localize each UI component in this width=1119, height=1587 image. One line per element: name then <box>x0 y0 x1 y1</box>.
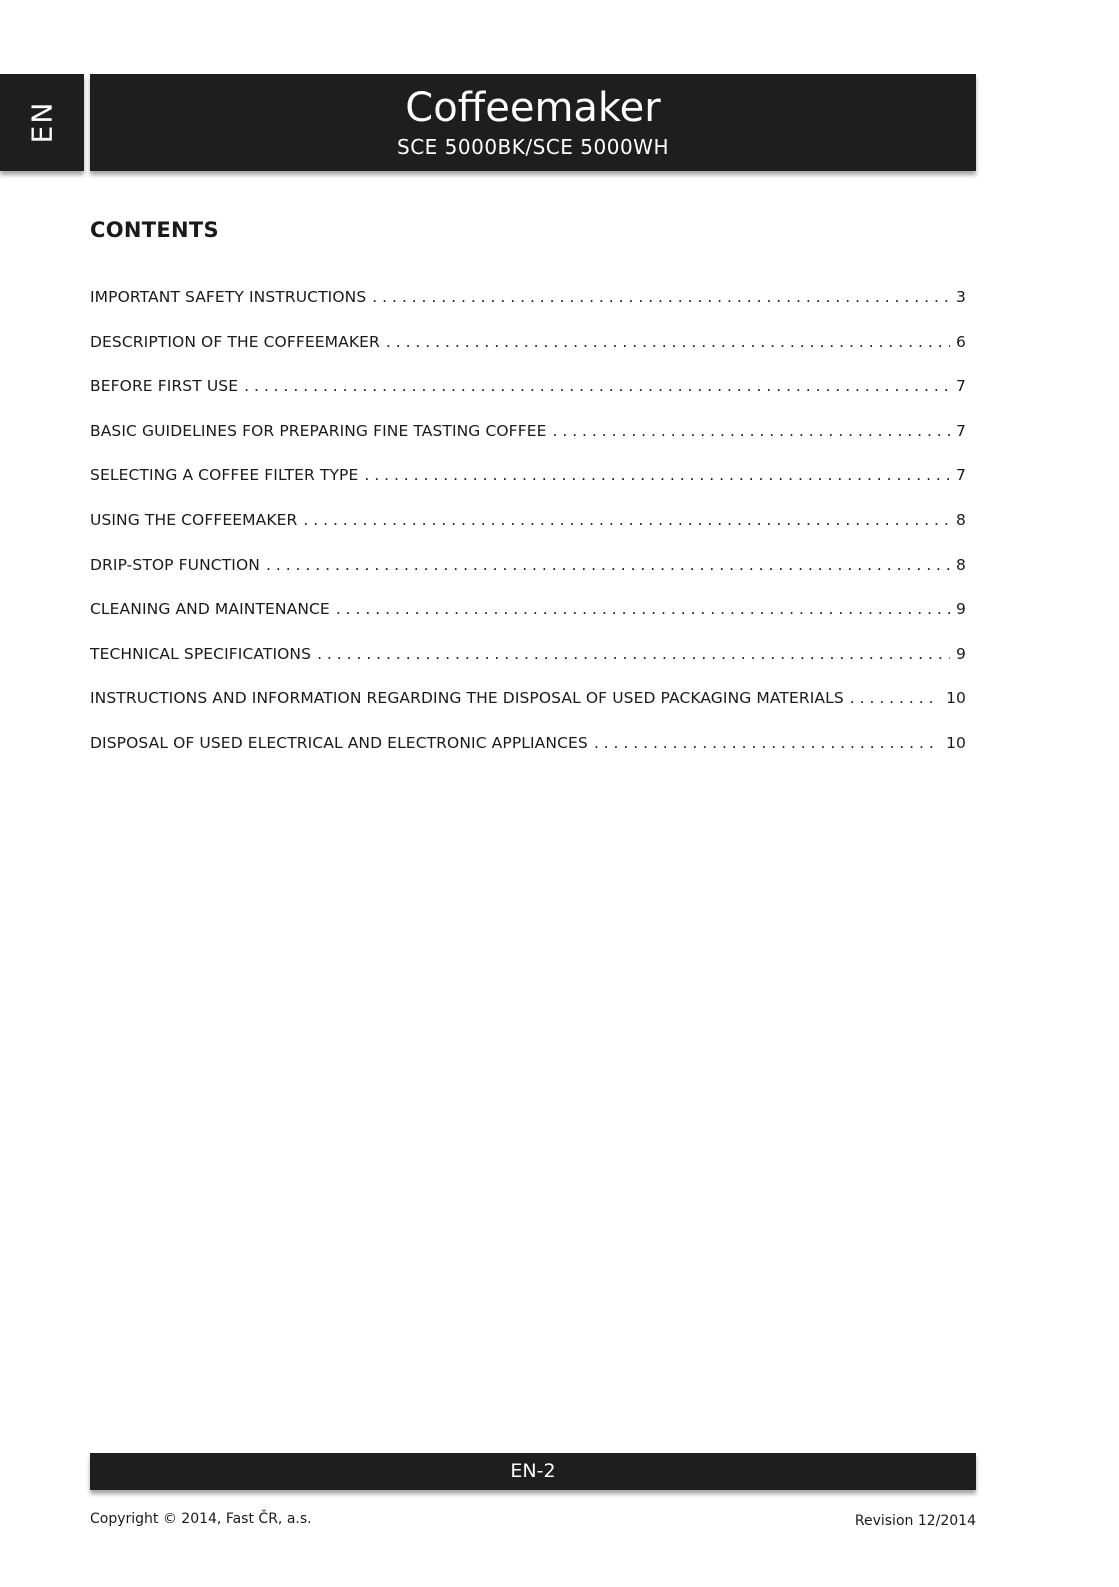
toc-dot-leader <box>364 466 950 484</box>
header-bar <box>90 74 976 171</box>
toc-entry-page: 9 <box>956 600 966 619</box>
toc-entry <box>90 333 966 378</box>
toc-entry <box>90 466 966 511</box>
toc-entry-page: 9 <box>956 644 966 663</box>
toc-entry-label: INSTRUCTIONS AND INFORMATION REGARDING THE DISPOSAL OF USED PACKAGING MATERIALS <box>90 689 844 708</box>
toc-dot-leader <box>386 333 950 351</box>
toc-dot-leader <box>553 422 951 440</box>
toc-entry-label: TECHNICAL SPECIFICATIONS <box>90 644 312 663</box>
toc-dot-leader <box>850 689 940 707</box>
toc-entry-label: BEFORE FIRST USE <box>90 377 239 396</box>
toc-entry-label: USING THE COFFEEMAKER <box>90 510 298 529</box>
toc-entry-label: BASIC GUIDELINES FOR PREPARING FINE TASTING COFFEE <box>90 421 547 440</box>
page-number: EN-2 <box>510 1460 556 1482</box>
toc-entry-label: CLEANING AND MAINTENANCE <box>90 600 330 619</box>
toc-entry-page: 7 <box>956 466 966 485</box>
footer-bar <box>90 1453 976 1490</box>
toc-entry-page: 7 <box>956 421 966 440</box>
toc-entry-label: DESCRIPTION OF THE COFFEEMAKER <box>90 332 380 351</box>
toc-dot-leader <box>303 511 950 529</box>
toc-dot-leader <box>244 377 950 395</box>
toc-entry <box>90 556 966 601</box>
table-of-contents <box>90 288 966 779</box>
toc-entry-page: 10 <box>946 689 966 708</box>
revision-text: Revision 12/2014 <box>854 1513 976 1529</box>
toc-entry-label: DRIP-STOP FUNCTION <box>90 555 260 574</box>
contents-heading: CONTENTS <box>90 218 219 242</box>
toc-entry-page: 8 <box>956 555 966 574</box>
toc-dot-leader <box>317 645 950 663</box>
toc-entry-page: 6 <box>956 332 966 351</box>
toc-entry <box>90 600 966 645</box>
toc-entry <box>90 734 966 779</box>
toc-dot-leader <box>266 556 950 574</box>
toc-entry-page: 7 <box>956 377 966 396</box>
language-tab-label: EN <box>25 100 59 144</box>
toc-dot-leader <box>336 600 950 618</box>
toc-entry <box>90 377 966 422</box>
toc-entry <box>90 511 966 556</box>
toc-entry-label: DISPOSAL OF USED ELECTRICAL AND ELECTRONIC APPLIANCES <box>90 733 588 752</box>
toc-entry-page: 10 <box>946 733 966 752</box>
page-title: Coffeemaker <box>405 85 661 131</box>
model-subtitle: SCE 5000BK/SCE 5000WH <box>397 135 669 159</box>
toc-entry-page: 8 <box>956 510 966 529</box>
toc-entry <box>90 422 966 467</box>
toc-entry <box>90 288 966 333</box>
toc-dot-leader <box>594 734 940 752</box>
toc-entry-page: 3 <box>956 288 966 306</box>
toc-entry <box>90 689 966 734</box>
language-tab <box>0 74 84 171</box>
toc-dot-leader <box>372 288 950 306</box>
toc-entry-label: IMPORTANT SAFETY INSTRUCTIONS <box>90 288 367 306</box>
toc-entry-label: SELECTING A COFFEE FILTER TYPE <box>90 466 359 485</box>
copyright-text: Copyright © 2014, Fast ČR, a.s. <box>90 1511 312 1527</box>
toc-entry <box>90 645 966 690</box>
